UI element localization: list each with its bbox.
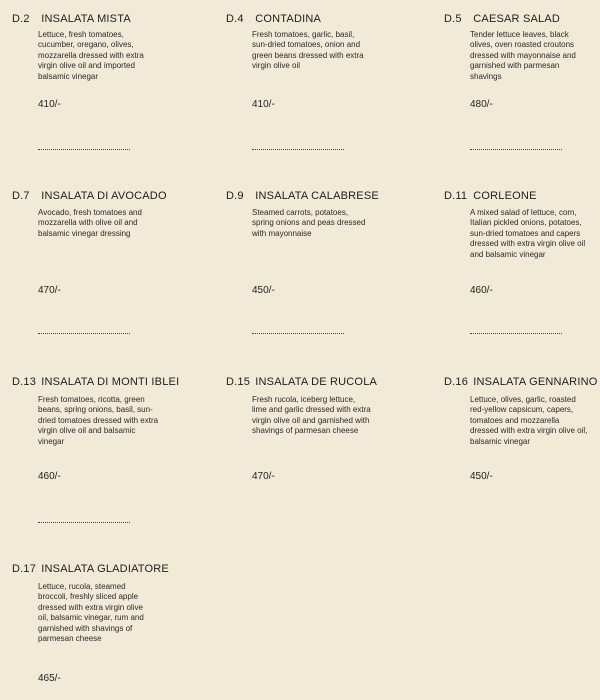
menu-item-d4 [226,12,386,110]
item-name: INSALATA MISTA [41,13,131,25]
item-separator [38,333,130,334]
item-code: D.4 [226,13,244,25]
item-name: INSALATA DE RUCOLA [255,376,378,388]
item-description: Steamed carrots, potatoes, spring onions and peas dressed with mayonnaise [252,208,366,238]
item-heading [444,189,600,203]
item-code: D.11 [444,190,468,202]
item-price: 465/- [38,673,61,684]
item-code: D.15 [226,376,251,388]
item-heading [12,375,180,389]
item-description: Fresh rucola, iceberg lettuce, lime and garlic dressed with extra virgin olive oil and garnished with shavings of parmesan cheese [252,395,371,436]
item-price: 410/- [38,99,61,110]
item-name: INSALATA CALABRESE [255,190,379,202]
item-description: A mixed salad of lettuce, corn, Italian pickled onions, potatoes, sun-dried tomatoes and capers dressed with extra virgin olive oil and balsamic vinegar [470,208,586,259]
item-heading [444,375,600,389]
item-description: Fresh tomatoes, ricotta, green beans, spring onions, basil, sun-dried tomatoes dressed with extra virgin olive oil and balsamic vinegar [38,395,159,446]
item-price: 470/- [38,285,61,296]
item-code: D.16 [444,376,469,388]
item-heading [12,189,172,203]
item-name: CORLEONE [473,190,537,202]
item-description: Avocado, fresh tomatoes and mozzarella with olive oil and balsamic vinegar dressing [38,208,142,238]
item-name: CAESAR SALAD [473,13,561,25]
item-code: D.5 [444,13,462,25]
item-description: Lettuce, olives, garlic, roasted red-yellow capsicum, capers, tomatoes and mozzarella dressed with extra virgin olive oil, balsamic vinegar [470,395,588,446]
item-price: 450/- [470,471,493,482]
item-heading [226,189,386,203]
item-description: Tender lettuce leaves, black olives, oven roasted croutons dressed with mayonnaise and garnished with parmesan shavings [470,30,576,81]
menu-item-d9 [226,189,386,296]
item-price: 460/- [470,285,493,296]
item-code: D.9 [226,190,244,202]
item-heading [12,562,172,576]
item-code: D.13 [12,376,37,388]
menu-item-d16 [444,375,600,482]
item-separator [252,149,344,150]
item-description: Fresh tomatoes, garlic, basil, sun-dried tomatoes, onion and green beans dressed with extra virgin olive oil [252,30,364,71]
item-heading [226,375,386,389]
menu-item-d5 [444,12,600,110]
menu-item-d7 [12,189,172,296]
item-price: 470/- [252,471,275,482]
item-price: 480/- [470,99,493,110]
item-description: Lettuce, rucola, steamed broccoli, freshly sliced apple dressed with extra virgin olive oil, balsamic vinegar, rum and garnished with shavings of parmesan cheese [38,582,144,644]
item-separator [470,149,562,150]
item-description: Lettuce, fresh tomatoes, cucumber, oregano, olives, mozzarella dressed with extra virgin olive oil and imported balsamic vinegar [38,30,144,81]
item-separator [38,149,130,150]
item-name: INSALATA DI AVOCADO [41,190,167,202]
item-name: INSALATA DI MONTI IBLEI [41,376,180,388]
menu-item-d17 [12,562,172,684]
item-code: D.17 [12,563,37,575]
item-code: D.7 [12,190,30,202]
item-heading [226,12,386,26]
item-separator [252,333,344,334]
item-separator [470,333,562,334]
item-code: D.2 [12,13,30,25]
menu-item-d11 [444,189,600,296]
menu-item-d13 [12,375,180,482]
item-name: INSALATA GENNARINO [473,376,598,388]
menu-item-d15 [226,375,386,482]
item-price: 450/- [252,285,275,296]
item-heading [444,12,600,26]
item-price: 460/- [38,471,61,482]
item-name: INSALATA GLADIATORE [41,563,169,575]
item-separator [38,522,130,523]
menu-item-d2 [12,12,172,110]
item-price: 410/- [252,99,275,110]
item-heading [12,12,172,26]
item-name: CONTADINA [255,13,322,25]
